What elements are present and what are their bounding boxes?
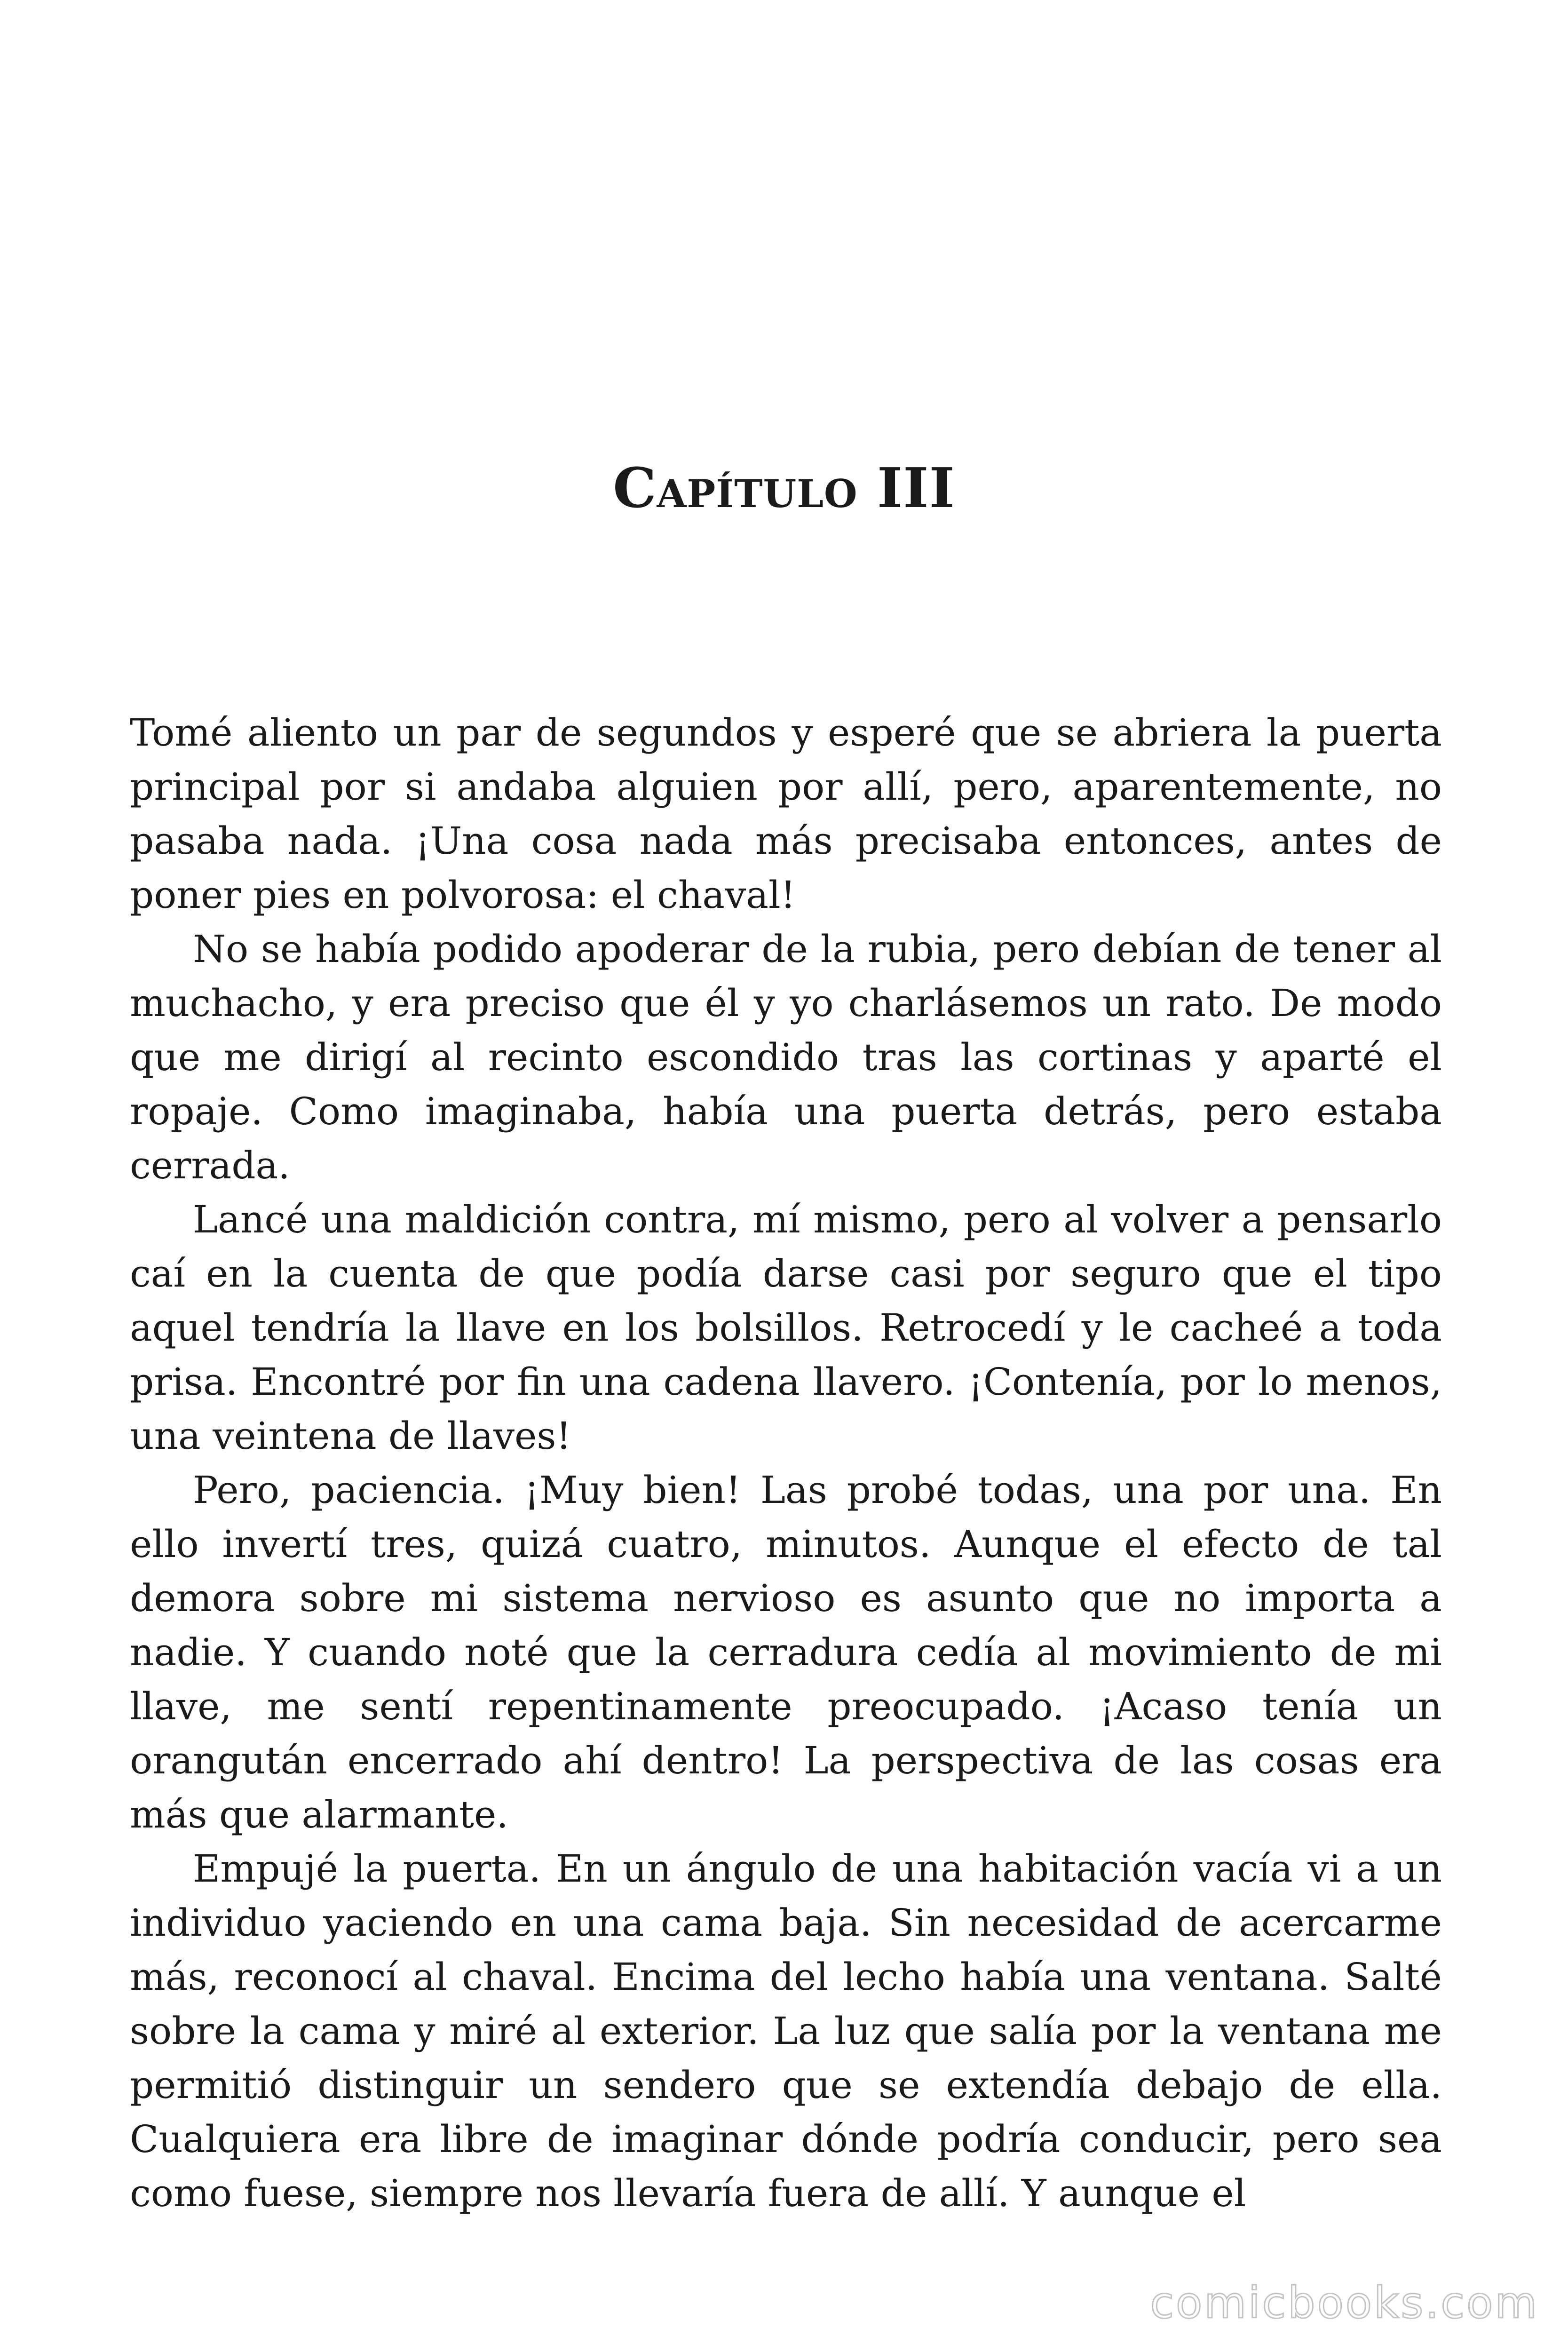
paragraph-3: Lancé una maldición contra, mí mismo, pero al volver a pensarlo caí en la cuenta de que podía darse casi por seguro que el tipo aquel tendría la llave en los bolsillos. Retrocedí y le cacheé a toda prisa. Encontré por fin una cadena llavero. ¡Contenía, por lo menos, una veintena de llaves! [130,1198,1442,1458]
paragraph-2: No se había podido apoderar de la rubia, pero debían de tener al muchacho, y era preciso que él y yo charlásemos un rato. De modo que me dirigí al recinto escondido tras las cortinas y aparté el ropaje. Como imaginaba, había una puerta detrás, pero estaba cerrada. [130,927,1442,1187]
paragraph-5: Empujé la puerta. En un ángulo de una habitación vacía vi a un individuo yaciendo en una cama baja. Sin necesidad de acercarme más, reconocí al chaval. Encima del lecho había una ventana. Salté sobre la cama y miré al exterior. La luz que salía por la ventana me permitió distinguir un sendero que se extendía debajo de ella. Cualquiera era libre de imaginar dónde podría conducir, pero sea como fuese, siempre nos llevaría fuera de allí. Y aunque el [130,1847,1442,2215]
chapter-title [0,456,1568,520]
chapter-title-text: Capítulo III [613,456,955,520]
chapter-body [130,706,1442,2220]
paragraph-4: Pero, paciencia. ¡Muy bien! Las probé todas, una por una. En ello invertí tres, quizá cuatro, minutos. Aunque el efecto de tal demora sobre mi sistema nervioso es asunto que no importa a nadie. Y cuando noté que la cerradura cedía al movimiento de mi llave, me sentí repentinamente preocupado. ¡Acaso tenía un orangután encerrado ahí dentro! La perspectiva de las cosas era más que alarmante. [130,1468,1442,1836]
paragraph-1: Tomé aliento un par de segundos y esperé que se abriera la puerta principal por si andaba alguien por allí, pero, aparentemente, no pasaba nada. ¡Una cosa nada más precisaba entonces, antes de poner pies en polvorosa: el chaval! [130,711,1442,917]
watermark: comicbooks.com [1150,2278,1539,2328]
